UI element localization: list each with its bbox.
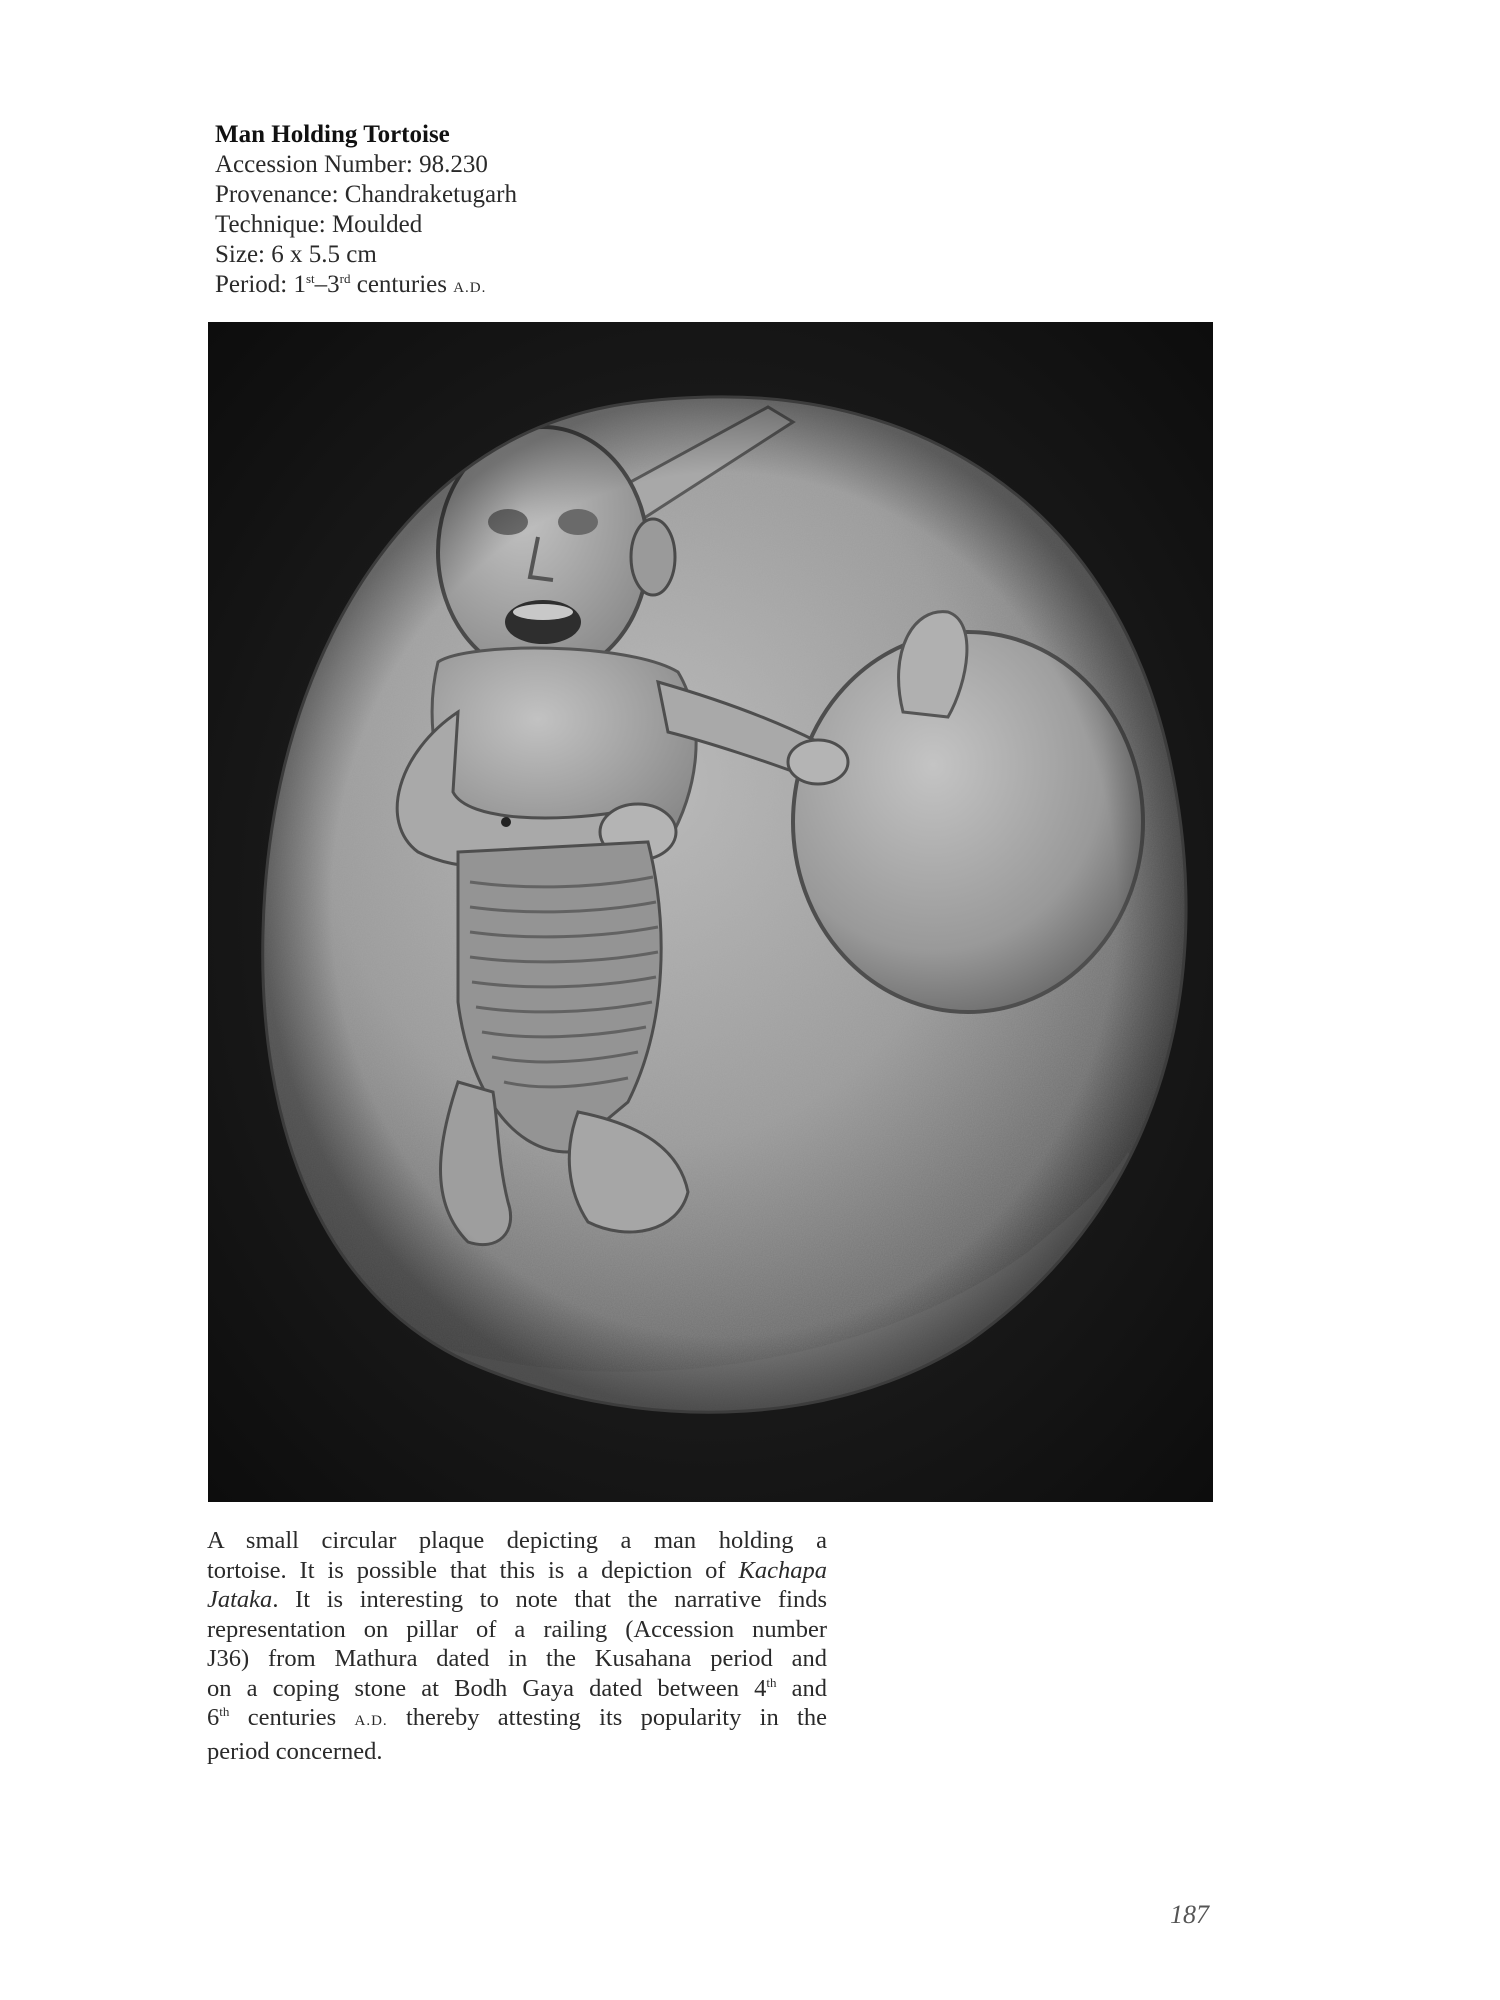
caption-line — [207, 1674, 827, 1704]
period-sup-2: rd — [339, 271, 351, 286]
period-word: centuries — [350, 271, 454, 298]
caption-text: 6 — [207, 1704, 220, 1731]
size: Size: 6 x 5.5 cm — [215, 241, 377, 268]
caption-line — [207, 1703, 827, 1737]
caption-text: and — [776, 1674, 827, 1702]
provenance: Provenance: Chandraketugarh — [215, 181, 517, 208]
period-dash: –3 — [314, 271, 340, 298]
caption-text: centuries — [229, 1704, 355, 1731]
caption-text: on a coping stone at Bodh Gaya dated between 4 — [207, 1674, 767, 1702]
photo-caption — [207, 1526, 827, 1766]
caption-italic: Kachapa — [738, 1556, 827, 1584]
catalogue-entry-header — [215, 120, 915, 303]
period — [215, 270, 915, 303]
page-number: 187 — [1170, 1900, 1209, 1929]
caption-italic: Jataka — [207, 1586, 273, 1613]
caption-line: J36) from Mathura dated in the Kusahana period and — [207, 1645, 827, 1672]
caption-line — [207, 1585, 827, 1615]
accession-number: Accession Number: 98.230 — [215, 151, 488, 178]
entry-title: Man Holding Tortoise — [215, 121, 450, 148]
caption-line: representation on pillar of a railing (Accession number — [207, 1615, 827, 1643]
caption-era: A.D. — [354, 1713, 388, 1729]
technique: Technique: Moulded — [215, 211, 423, 238]
caption-text: . It is interesting to note that the narrative finds — [272, 1586, 827, 1613]
plaque-photograph — [208, 322, 1213, 1502]
caption-line: period concerned. — [207, 1737, 383, 1765]
caption-text: tortoise. It is possible that this is a depiction of — [207, 1556, 739, 1584]
caption-line — [207, 1556, 827, 1586]
period-prefix: Period: 1 — [215, 271, 306, 298]
caption-sup: th — [766, 1674, 777, 1690]
period-era: A.D. — [453, 280, 487, 296]
terracotta-plaque-image — [208, 322, 1213, 1502]
caption-text: thereby attesting its popularity in the — [387, 1704, 827, 1731]
period-sup-1: st — [305, 271, 315, 286]
caption-sup: th — [219, 1704, 230, 1719]
caption-line: A small circular plaque depicting a man holding a — [207, 1527, 827, 1554]
